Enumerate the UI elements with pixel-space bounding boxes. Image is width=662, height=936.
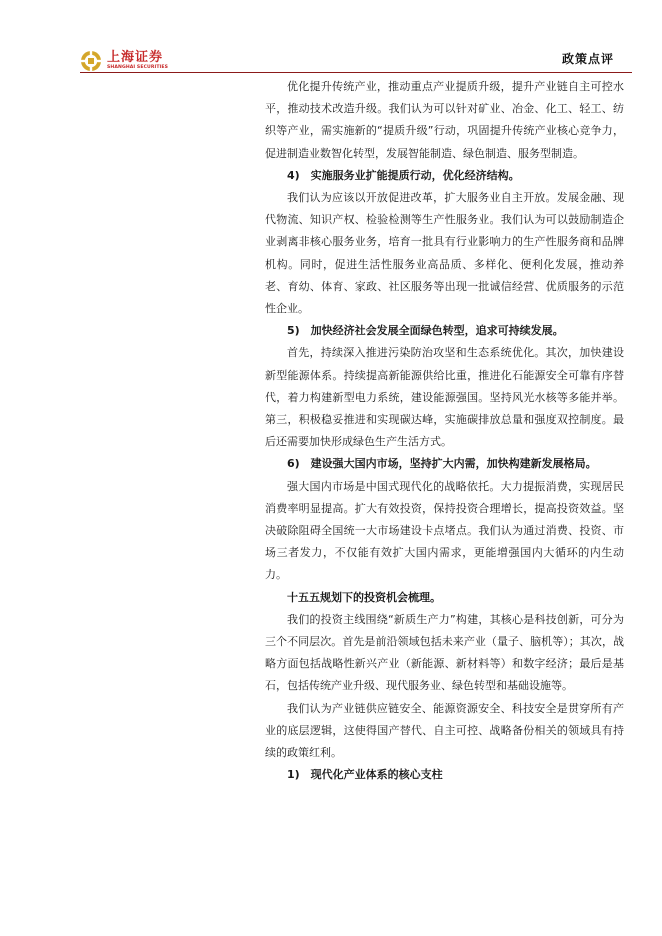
body-paragraph: 我们认为应该以开放促进改革，扩大服务业自主开放。发展金融、现代物流、知识产权、检验检测等生产性服务业。我们认为可以鼓励制造企业剥离非核心服务业务，培育一批具有行业影响力的生产性服务商和品牌机构。同时，促进生活性服务业高品质、多样化、便利化发展，推动养老、育幼、体育、家政、社区服务等出现一批诚信经营、优质服务的示范性企业。 [265, 191, 624, 316]
page-header [0, 0, 662, 80]
body-paragraph: 强大国内市场是中国式现代化的战略依托。大力提振消费，实现居民消费率明显提高。扩大有效投资，保持投资合理增长，提高投资效益。坚决破除阻碍全国统一大市场建设卡点堵点。我们认为通过消费、投资、市场三者发力，不仅能有效扩大国内需求，更能增强国内大循环的内生动力。 [265, 479, 624, 582]
section-heading: 4) 实施服务业扩能提质行动，优化经济结构。 [287, 168, 520, 182]
section-heading: 5) 加快经济社会发展全面绿色转型，追求可持续发展。 [287, 324, 564, 338]
body-paragraph: 首先，持续深入推进污染防治攻坚和生态系统优化。其次，加快建设新型能源体系。持续提高新能源供给比重，推进化石能源安全可靠有序替代，着力构建新型电力系统，建设能源强国。坚持风光水核等多能并举。第三，积极稳妥推进和实现碳达峰，实施碳排放总量和强度双控制度。最后还需要加快形成绿色生产生活方式。 [265, 346, 624, 449]
body-paragraph: 优化提升传统产业，推动重点产业提质升级，提升产业链自主可控水平，推动技术改造升级。我们认为可以针对矿业、冶金、化工、轻工、纺织等产业，需实施新的“提质升级”行动，巩固提升传统产业核心竞争力，促进制造业数智化转型，发展智能制造、绿色制造、服务型制造。 [265, 80, 624, 160]
report-body [265, 76, 624, 787]
header-divider [80, 72, 632, 73]
logo-english-name: SHANGHAI SECURITIES [107, 65, 169, 71]
section-heading: 6) 建设强大国内市场，坚持扩大内需，加快构建新发展格局。 [287, 457, 597, 471]
section-heading: 1) 现代化产业体系的核心支柱 [287, 768, 443, 782]
logo-chinese-name: 上海证券 [107, 50, 164, 66]
brand-logo [80, 50, 168, 72]
body-paragraph: 我们认为产业链供应链安全、能源资源安全、科技安全是贯穿所有产业的底层逻辑，这使得国产替代、自主可控、战略备份相关的领域具有持续的政策红利。 [265, 701, 624, 760]
section-heading: 十五五规划下的投资机会梳理。 [287, 590, 441, 604]
logo-wordmark [107, 51, 168, 71]
logo-emblem-icon [80, 50, 102, 72]
document-type-label: 政策点评 [561, 52, 614, 66]
body-paragraph: 我们的投资主线围绕“新质生产力”构建，其核心是科技创新，可分为三个不同层次。首先是前沿领域包括未来产业（量子、脑机等）；其次，战略方面包括战略性新兴产业（新能源、新材料等）和数字经济；最后是基石，包括传统产业升级、现代服务业、绿色转型和基础设施等。 [265, 612, 624, 693]
